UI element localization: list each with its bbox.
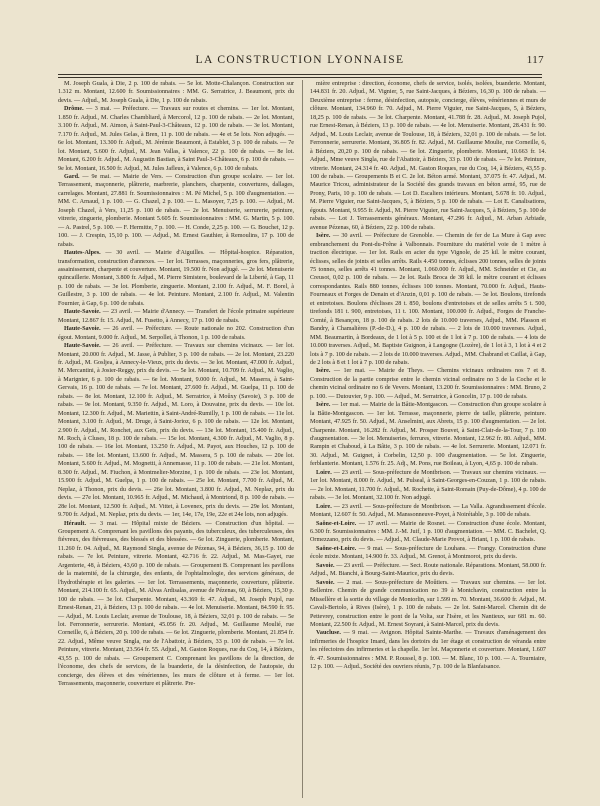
department-heading: Savoie.	[316, 579, 335, 586]
notice-text: — 1er mai. — Mairie de Theys. — Chemins vicinaux ordinaires nos 7 et 8. Construction de la partie comprise entre le chemin vicinal ordinaire no 3 de la Coche et le chemin vicinal ordinaire no 6 de Vevers. Montant, 13.200 fr. Soumissionnaires : MM. Bruno, 2 p. 100. — Dutouvier, 9 p. 100. — Adjud., M. Serratrice, à Goncelin, 17 p. 100 de rabais.	[310, 368, 546, 400]
notice-paragraph	[58, 342, 294, 520]
notice-paragraph	[58, 173, 294, 249]
department-heading: Hautes-Alpes.	[64, 250, 101, 257]
department-heading: Loire.	[316, 469, 332, 476]
running-header	[0, 54, 600, 68]
notice-text: — 23 avril. — Sous-préfecture de Montbrison. — La Valla. Agrandissement d'école. Montant, 12.607 fr. 50. Adjud., M. Manssonneuve-Poyet, à Noirétable, 3 p. 100 de rabais.	[310, 503, 546, 519]
notice-paragraph	[310, 579, 546, 630]
department-heading: Gard.	[64, 173, 80, 180]
department-heading: Haute-Savoie.	[64, 326, 101, 333]
department-heading: Drôme.	[64, 106, 84, 113]
notice-paragraph	[310, 367, 546, 401]
department-heading: Saône-et-Loire.	[316, 545, 357, 552]
notice-text: — 3 mai. — Préfecture. — Travaux sur routes et chemins. — 1er lot. Montant, 1.850 fr. Adjud., M. Charles Chambliard, à Mercorol, 12 p. 100 de rabais. — 2e lot. Montant, 3.100 fr. Adjud., M. Aimon, à Saint-Paul-3-Châteaux, 12 p. 100 de rabais. — 3e lot. Montant, 7.170 fr. Adjud., M. Jules Gelas, à Bren, 11 p. 100 de rabais. — 4e et 5e lots. Non adjugés. — 6e lot. Montant, 13.300 fr. Adjud., M. Jérémie Beaumont, à Establet, 3 p. 100 de rabais. — 7e lot. Montant, 5.600 fr. Adjud., M. Jean Vallas, à Valence, 22 p. 100 de rabais. — 8e lot. Montant, 6.200 fr. Adjud., M. Augustin Bastian, à Saint Paul-3-Châteaux, 6 p. 100 de rabais. — 9e lot. Montant, 16.500 fr. Adjud., M. Jules Jafleux, à Valence, 6 p. 100 de rabais.	[58, 106, 294, 172]
notice-text: — 26 avril. — Préfecture. — Travaux sur chemins vicinaux. — 1er lot. Montant, 20.000 fr. Adjud., M. Jasse, à Publier, 3 p. 100 de rabais. — 2e lot. Montant, 23.220 fr. Adjud., M. Gosljea, à Annecy-le-Vieux, prix du devis. — 3e lot. Montant, 47.000 fr. Adjud., M. Mercantini, à Josier-Reggy, prix du devis. — 5e lot. Montant, 10.709 fr. Adjud., M. Vaglio, à Marignier, 6 p. 100 de rabais. — 6e lot. Montant, 9.000 fr. Adjud., M. Maserra, à Saint-Gervais, 16 p. 100 de rabais. — 7e lot. Montant, 27.600 fr. Adjud., M. Guelpa, 11 p. 100 de rabais. — 8e lot. Montant, 12.100 fr. Adjud., M. Serratrice, à Moûxy (Savoie), 3 p. 100 de rabais. — 9e lot. Montant, 9.350 fr. Adjud., M. Loro, à Douvaine, prix du devis. — 10e lot. Montant, 12.300 fr. Adjud., M. Mariettin, à Saint-André-Rumilly, 1 p. 100 de rabais. — 11e lot. Montant, 3.100 fr. Adjud., M. Druge, à Saint-Jorioz, 6 p. 100 de rabais. — 12e lot. Montant, 2.900 fr. Adjud., M. Ronchet, aux Gets, prix du devis. — 13e lot. Montant, 15.400 fr. Adjud., M. Roch, à Cluses, 18 p. 100 de rabais. — 15e lot. Montant, 4.300 fr. Adjud., M. Vaglio, 8 p. 100 de rabais. — 16e lot. Montant, 13.250 fr. Adjud., M. Payot, aux Houches, 12 p. 100 de rabais. — 18e lot. Montant, 13.600 fr. Adjud., M. Massera, 5 p. 100 de rabais. — 20e lot. Montant, 5.600 fr. Adjud., M. Mognetti, à Annemasse, 11 p. 100 de rabais. — 21e lot. Montant, 8.300 fr. Adjud., M. Fiuchon, à Montmelier-Morzine, 1 p. 100 de rabais. — 23e lot. Montant, 15.900 fr. Adjud., M. Guelpa, 1 p. 100 de rabais. — 25e lot. Montant, 7.700 fr. Adjud., M. Neplaz, à Thonon, prix du devis. — 26e lot. Montant, 3.800 fr. Adjud., M. Neplaz, prix du devis. — 27e lot. Montant, 10.965 fr. Adjud., M. Michaud, à Montriond, 8 p. 100 de rabais. — 28e lot. Montant, 12.500 fr. Adjud., M. Vittet, à Lovenex, prix du devis. — 29e lot. Montant, 9.700 fr. Adjud., M. Neplaz, prix du devis. — 1er, 14e, 17e, 19e, 22e et 24e lots, non adjugés.	[58, 343, 294, 519]
notice-paragraph	[310, 469, 546, 503]
page-number: 117	[526, 54, 544, 66]
notice-text: — 23 avril. — Mairie d'Annecy. — Transfert de l'école primaire supérieure Montant, 12.867 fr. 15. Adjud., M. Fusetto, à Annecy, 17 p. 100 de rabais.	[58, 309, 294, 324]
notice-paragraph	[310, 80, 546, 232]
notice-text: — 3 mai. — Hôpital mixte de Béziers. — Construction d'un hôpital. — Groupement A. Comprenant les pavillons des payants, des tuberculeux, des tuberculeuses, des fiévreux, des fiévreuses, des blessés et des blessées. — 6e lot. Zinguerie, plomberie. Montant, 11.260 fr. 04. Adjud., M. Raymond Singla, avenue de Pézenas, 94, à Béziers, 36,15 p. 100 de rabais. — 7e lot. Peinture, vitrerie. Montant, 42.716 fr. 22. Adjud., M. Mas-Gayet, rue Argenterie, 48, à Béziers, 43,60 p. 100 de rabais. — Groupement B. Comprenant les pavillons de la maternité, de la chirurgie, des enfants, de l'ophtalmologie, des services généraux, de l'hydrothérapie et les galeries. — 1er lot. Terrassements, maçonnerie, couverture, plâtrerie. Montant, 214.100 fr. 65. Adjud., M. Alvas Ardisalas, avenue de Pézenas, 60, à Béziers, 15,30 p. 100 de rabais. — 3e lot. Charpente. Montant, 43.369 fr. 47. Adjud., M. Joseph Pujol, rue Ernest-Renan, 21, à Béziers, 13 p. 100 de rabais. — 4e lot. Menuiserie. Montant, 84.590 fr. 95. — Adjud., M. Louis Leclair, avenue de Toulouse, 18, à Béziers, 32,01 p. 100 de rabais. — 5e lot. Ferronnerie, serrurerie. Montant, 45.056 fr. 20. Adjud., M. Guillaume Moulié, rue Corneille, 6, à Béziers, 20 p. 100 de rabais. — 6e lot. Zinguerie, plomberie. Montant, 21.854 fr. 22. Adjud., Même veuve Singla, rue de l'Abattoir, à Béziers, 33 p. 100 de rabais. — 7e lot. Peinture, vitrerie. Montant, 23.564 fr. 55. Adjud., M. Gaston Roques, rue du Coq, 14, à Béziers, 43,55 p. 100 de rabais. — Groupement C. Comprenant les pavillons de la direction, de l'économe, des chefs de services, de la buanderie, de la désinfection, de l'autopsie, du concierge, des élèves et des vénériennes, les murs de clôture et à ferme. — 1er lot. Terrassements, maçonnerie, couverture et plâtrerie. Pre-	[58, 520, 294, 688]
notice-text: — 26 avril. — Préfecture. — Route nationale no 202. Construction d'un égout. Montant, 9.000 fr. Adjud., M. Serpollet, à Thonon, 1 p. 100 de rabais.	[58, 326, 294, 341]
notice-text: — 2 mai. — Sous-préfecture de Moûtiers. — Travaux sur chemins. — 1er lot. Bellentre. Chemin de grande communication no 39 à Montchavin, construction entre la Missellère et la sortie du village de Montorlin, sur 1.599 m. 70. Montant, 36.600 fr. Adjud., M. Cavali-Bertolo, à Rives (Isère), 1 p. 100 de rabais. — 2e lot. Saint-Marcel. Chemin dit de Pettevrey, construction entre le pont de la Volta, sur l'Isère, et les Nantieux, sur 681 m. 60. Montant, 22.500 fr. Adjud., M. Ernest Soyrani, à Saint-Marcel, prix du devis.	[310, 579, 546, 628]
department-heading: Loire.	[316, 503, 332, 510]
article-body	[58, 80, 546, 798]
department-heading: Isère.	[316, 233, 331, 240]
notice-text: — 9e mai. — Mairie de Vers. — Construction d'un groupe scolaire. — 1er lot. Terrassement, maçonnerie, plâtrerie, marbrerie, planchers, charpente, couvertures, dallages, carrelages. Montant, 27.881 fr. Soumissionnaires : M. Pé Michel, 5 p. 100 d'augmentation. — MM. C. Arnaud, 1 p. 100. — G. Chazel, 2 p. 100. — L. Masoyer, 7,25 p. 100. — Adjud., M. Joseph Chazel, à Vers, 11,25 p. 100 de rabais. — 2e lot. Menuiserie, serrurerie, peinture, vitrerie, zinguerie, plomberie. Montant 5.605 fr. Soumissionnaires : MM. G. Martin, 5 p. 100. — A. Pastrel, 5 p. 100. — F. Hermitte, 7 p. 100. — H. Conde, 2,25 p. 100. — G. Bouchet, 12 p. 100. — J. Crespin, 15,10 p. 100. — Adjud., M. Ernest Gauthier, à Remoulins, 17 p. 100 de rabais.	[58, 173, 294, 248]
notice-paragraph	[58, 520, 294, 689]
department-heading: Vaucluse.	[316, 630, 341, 637]
department-heading: Haute-Savoie.	[64, 309, 101, 316]
left-column	[58, 80, 294, 798]
notice-text: M. Joseph Guala, à Die, 2 p. 100 de rabais. — 5e lot. Motte-Chalançon. Construction sur 1.312 m. Montant, 12.600 fr. Soumissionnaires : MM. G. Serratrice, J. Beaumont, prix du devis. — Adjud., M. Joseph Guala, à Die, 1 p. 100 de rabais.	[58, 81, 294, 104]
department-heading: Savoie.	[316, 562, 335, 569]
department-heading: Hérault.	[64, 520, 86, 527]
notice-paragraph	[58, 80, 294, 105]
notice-text: — 17 avril. — Mairie de Rosnet. — Construction d'une école. Montant, 6.300 fr. Soumissionnaires : MM. J.-M. Juif, 1 p. 100 d'augmentation. — MM. C. Bachelet, Q. Ormezzano, prix du devis. — Adjud., M. Claude-Marie Provot, à Briant, 1 p. 100 de rabais.	[310, 520, 546, 544]
notice-text: — 30 avril. — Préfecture de Grenoble. — Chemin de fer de La Mure à Gap avec embranchement du Pont-du-Frêne à Valbonnais. Fourniture du matériel voie de 1 mètre à traction électrique. — 1er lot. Rails en acier du type Vignole, de 25 kil. le mètre courant, éclisses, selles de joints et selles arrêts. Rails 4.450 tonnes, éclisses 200 tonnes, selles de joints 75 tonnes, selles arrêts 41 tonnes. Montant, 1.060.000 fr. Adjud., MM. Schneider et Cie, au Creusot, 0,02 p. 100 de rabais. — 2e lot. Rails Broca de 38 kil. le mètre courant et éclisses correspondantes. Rails 880 tonnes, éclisses 100 tonnes. Montant, 70.000 fr. Adjud., Hauts-Fourneaux et Forges de Denain et d'Anzin, 0,01 p. 100 de rabais. — 3e lot. Boulons, tirefonds et entretoises. Boulons d'éclisses 28 t. 850, boulons d'entretoises et de selles arrêts 5 t. 500, tirefonds 181 t. 900, entretoises, 11 t. 100. Montant, 100.000 fr. Adjud., Forges de Franche-Comté, à Besançon, 18 p. 100 de rabais. 2 lots de 10.000 traverses, Adjud., MM. Plasson et Bandry, à Chamalières (P.-de-D.), 4 p. 100 de rabais. — 2 lots de 10.000 traverses. Adjud., MM. Beaumartin, à Bordeaux, de 1 lot à 5 p. 100 et de 1 lot à 7 p. 100 de rabais. — 4 lots de 10.000 traverses. Adjud., M. Baptiste Guignon, à Langogne (Lozère), de 1 lot à 3, 1 lot à 4 et 2 lots à 7 p. 100 de rabais. — 2 lots de 10.000 traverses. Adjud., MM. Chabrand et Caillat, à Gap, de 2 lots à 8 et 1 lot à 7 p. 100 de rabais.	[310, 233, 546, 366]
notice-paragraph	[310, 401, 546, 469]
notice-text: — 9 mai. — Avignon. Hôpital Sainte-Marthe. — Travaux d'aménagement des infirmeries de l'hospice Imard, dans les dortoirs du 1er étage et construction de véranda entre les réfectoires des infirmeries et la chapelle. 1er lot. Maçonnerie et couverture. Montant, 1.607 fr. 47. Soumissionnaires : MM. P. Roussel, 8 p. 100. — M. Blanc, 10 p. 100. — A. Tourniaire, 12 p. 100. — Adjud., Société des ouvriers réunis, 7 p. 100 de la Blanfaisance.	[310, 630, 546, 671]
notice-paragraph	[58, 105, 294, 173]
notice-text: — 30 avril. — Mairie d'Aiguilles. — Hôpital-hospice. Réparation, transformation, construction d'annexes. — 1er lot. Terrasses, maçonneries, gros fers, plâtrerie, assainissement, charpente et couverture. Montant, 19.500 fr. Non adjugé. — 2e lot. Menuiserie quincaillerie. Montant, 3.800 fr. Adjud., M. Pierre Simistere, boulevard de la Liberté, à Gap, 11 p. 100 de rabais. — 3e lot. Plomberie, zinguerie. Montant, 2.100 fr. Adjud., M. F. Borel, à Guillestre, 3 p. 100 de rabais. — 4e lot. Peinture. Montant, 2.100 fr. Adjud., M. Valentin Fournier, à Gap, 6 p. 100 de rabais.	[58, 250, 294, 307]
department-heading: Saône-et-Loire.	[316, 520, 357, 527]
notice-paragraph	[310, 520, 546, 545]
notice-text: — 23 avril. — Sous-préfecture de Montbrison. — Travaux sur chemins vicinaux. — 1er lot. Montant, 8.000 fr. Adjud., M. Pulseal, à Saint-Georges-en-Couzan, 1 p. 100 de rabais. — 2e lot. Montant, 11.700 fr. Adjud., M. Rochette, à Saint-Romain (Puy-de-Dôme), 4 p. 100 de rabais. — 3e lot. Montant, 32.100 fr. Non adjugé.	[310, 469, 546, 502]
notice-paragraph	[310, 232, 546, 367]
journal-title: LA CONSTRUCTION LYONNAISE	[195, 54, 405, 66]
notice-text: mière entreprise : direction, économe, chefs de service, isolés, isolées, buanderie. Montant, 144.831 fr. 20. Adjud., M. Vignier, 5, rue Saint-Jacques, à Béziers, 16,30 p. 100 de rabais. — Deuxième entreprise : ferme, désinfection, autopsie, concierge, élèves, vénériennes et murs de clôture. Montant, 134.960 fr. 70. Adjud., M. Pierre Viguier, rue Saint-Jacques, 5, à Béziers, 18,25 p. 100 de rabais. — 3e lot. Charpente. Montant, 41.788 fr. 28. Adjud., M. Joseph Pujol, rue Ernest-Renan, à Béziers, 13 p. 100 de rabais. — 4e lot. Menuiserie. Montant, 28.431 fr. 90. Adjud., M. Louis Leclair, avenue de Toulouse, 18, à Béziers, 32,01 p. 100 de rabais. — 5e lot. Ferronnerie, serrurerie. Montant, 36.805 fr. 82. Adjud., M. Guillaume Moulie, rue Corneille, 6, à Béziers, 20,20 p. 100 de rabais. — 6e lot. Zinguerie, plomberie. Montant, 10.663 fr. 14. Adjud., Mme veuve Singla, rue de l'Abattoir, à Béziers, 33 p. 100 de rabais. — 7e lot. Peinture, vitrerie. Montant, 24.314 fr. 40. Adjud., M. Gaston Roques, rue du Coq, 14, à Béziers, 43,55 p. 100 de rabais. — Groupements B et C. 2e lot. Béton armé. Montant, 37.075 fr. 47. Adjud., M. Maurice Tricou, administrateur de la Société des grands travaux en béton armé, 95, rue de Prony, Paris, 10 p. 100 de rabais. — Lot D. Escaliers intérieurs. Montant, 5.678 fr. 10. Adjud., M. Pierre Viguier, rue Saint-Jacques, 5, à Béziers, 5 p. 100 de rabais. — Lot E. Canalisations, égouts. Montant, 9.955 fr. Adjud., M. Pierre Viguier, rue Saint-Jacques, 5, à Béziers, 5 p. 100 de rabais. — Lot J. Terrassements généraux. Montant, 47.296 fr. Adjud., M. Arban Arbiade, avenue Pézenas, 60, à Béziers, 22 p. 100 de rabais.	[310, 81, 546, 231]
column-divider	[302, 80, 303, 798]
right-column	[310, 80, 546, 798]
notice-paragraph	[310, 545, 546, 562]
department-heading: Isère.	[316, 368, 331, 375]
notice-paragraph	[310, 503, 546, 520]
notice-paragraph	[58, 325, 294, 342]
department-heading: Isère.	[316, 402, 331, 409]
notice-paragraph	[310, 629, 546, 671]
notice-paragraph	[310, 562, 546, 579]
department-heading: Haute-Savoie.	[64, 343, 101, 350]
header-rule	[58, 74, 542, 78]
notice-text: — 23 avril. — Préfecture. — Sect. Route nationale. Réparations. Montant, 58.000 fr. Adjud., M. Bianchi, à Bourg-Saint-Maurice, prix du devis.	[310, 562, 546, 578]
notice-paragraph	[58, 308, 294, 325]
notice-paragraph	[58, 249, 294, 308]
notice-text: — 1er mai. — Mairie de la Bâtie-Montgascon. — Construction d'un groupe scolaire à la Bâtie-Montgascon. — 1er lot. Terrasse, maçonnerie, pierre de taille, plâtrerie, peinture. Montant, 47.925 fr. 50. Adjud., M. Anselmini, aux Abrets, 15 p. 100 d'augmentation. — 2e lot. Charpente. Montant, 16.282 fr. Adjud., M. Prosper Bouvet, à Saint-Clair-de-la-Tour, 7 p. 100 d'augmentation. — 3e lot. Menuiseries, ferrures, vitrerie. Montant, 12.962 fr. 80. Adjud., MM. Rampin et Chaboud, à La Bâtie, 3 p. 100 de rabais. — 4e lot. Serrurerie. Montant, 12.071 fr. 30. Adjud., M. Guignet, à Corbelin, 12,50 p. 100 d'augmentation. — 5e lot. Zinguerie, ferblanterie. Montant, 1.576 fr. 25. Adj., M. Pons, rue Boileau, à Lyon, 4,65 p. 100 de rabais.	[310, 402, 546, 468]
notice-text: — 9 mai. — Sous-préfecture de Louhans. — Frangy. Construction d'une école mixte. Montant, 14.900 fr. 33. Adjud., M. Grenot, à Montmorot, prix du devis.	[310, 545, 546, 561]
